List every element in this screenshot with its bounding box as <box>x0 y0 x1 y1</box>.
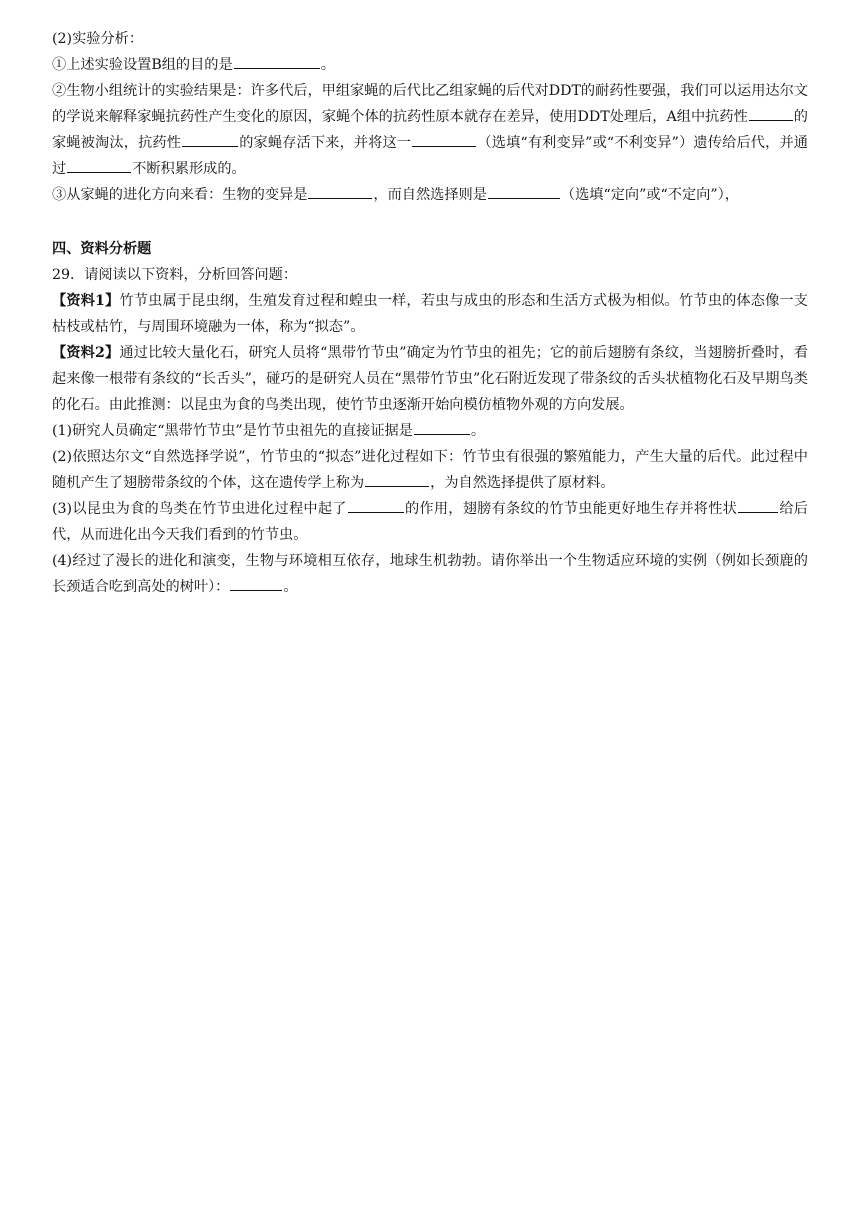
question-text: 的家蝇存活下来，并将这一 <box>239 135 412 151</box>
question-text: 给后代，从而进化出今天我们看到的竹节虫。 <box>52 501 808 543</box>
question-text: ②生物小组统计的实验结果是：许多代后，甲组家蝇的后代比乙组家蝇的后代对DDT的耐药性要强，我们可以运用达尔文的学说来解释家蝇抗药性产生变化的原因，家蝇个体的抗药性原本就存在差异，使用DDT处理后，A组中抗药性 <box>52 83 808 125</box>
question-text: ，而自然选择则是 <box>373 187 487 203</box>
question-text: 的作用，翅膀有条纹的竹节虫能更好地生存并将性状 <box>404 501 738 517</box>
material-2 <box>52 340 808 418</box>
question-2-1 <box>52 52 808 78</box>
answer-blank[interactable] <box>488 183 560 199</box>
question-text: （选填“定向”或“不定向”）， <box>560 187 739 203</box>
question-29-4 <box>52 548 808 600</box>
question-29-3 <box>52 496 808 548</box>
material-text: 通过比较大量化石，研究人员将“黑带竹节虫”确定为竹节虫的祖先；它的前后翅膀有条纹，当翅膀折叠时，看起来像一根带有条纹的“长舌头”，碰巧的是研究人员在“黑带竹节虫”化石附近发现了带条纹的舌头状植物化石及早期鸟类的化石。由此推测：以昆虫为食的鸟类出现，使竹节虫逐渐开始向模仿植物外观的方向发展。 <box>52 345 809 413</box>
answer-blank[interactable] <box>738 497 778 513</box>
answer-blank[interactable] <box>230 575 282 591</box>
question-text: ①上述实验设置B组的目的是 <box>52 57 233 73</box>
question-text: 。 <box>320 57 335 73</box>
answer-blank[interactable] <box>308 183 372 199</box>
answer-blank[interactable] <box>234 53 320 69</box>
question-text: (4)经过了漫长的进化和演变，生物与环境相互依存，地球生机勃勃。请你举出一个生物适应环境的实例（例如长颈鹿的长颈适合吃到高处的树叶）： <box>52 553 808 595</box>
material-tag: 【资料2】 <box>52 345 120 361</box>
question-text: 的家蝇被淘汰，抗药性 <box>52 109 808 151</box>
question-29-intro: 29．请阅读以下资料，分析回答问题： <box>52 267 298 283</box>
answer-blank[interactable] <box>412 131 476 147</box>
material-text: 竹节虫属于昆虫纲，生殖发育过程和蝗虫一样，若虫与成虫的形态和生活方式极为相似。竹节虫的体态像一支枯枝或枯竹，与周围环境融为一体，称为“拟态”。 <box>52 293 808 335</box>
answer-blank[interactable] <box>348 497 404 513</box>
answer-blank[interactable] <box>414 419 470 435</box>
answer-blank[interactable] <box>365 471 429 487</box>
section-heading: 四、资料分析题 <box>52 241 152 257</box>
question-2-3 <box>52 182 808 208</box>
answer-blank[interactable] <box>67 157 131 173</box>
answer-blank[interactable] <box>182 131 238 147</box>
question-text: ③从家蝇的进化方向来看：生物的变异是 <box>52 187 308 203</box>
answer-blank[interactable] <box>749 105 793 121</box>
material-1 <box>52 288 808 340</box>
question-text: 。 <box>283 579 298 595</box>
question-29-2 <box>52 444 808 496</box>
section-spacer <box>52 208 808 236</box>
question-text: 不断积累形成的。 <box>132 161 246 177</box>
document-page <box>52 26 808 600</box>
question-text: (3)以昆虫为食的鸟类在竹节虫进化过程中起了 <box>52 501 347 517</box>
part2-title: (2)实验分析： <box>52 31 144 47</box>
question-text: (1)研究人员确定“黑带竹节虫”是竹节虫祖先的直接证据是 <box>52 423 413 439</box>
material-tag: 【资料1】 <box>52 293 120 309</box>
question-text: (2)依照达尔文“自然选择学说”，竹节虫的“拟态”进化过程如下：竹节虫有很强的繁殖能力，产生大量的后代。此过程中随机产生了翅膀带条纹的个体，这在遗传学上称为 <box>52 449 808 491</box>
question-2-2 <box>52 78 808 182</box>
question-text: ，为自然选择提供了原材料。 <box>430 475 615 491</box>
question-text: 。 <box>470 423 486 439</box>
question-29-1 <box>52 418 808 444</box>
question-text: （选填“有利变异”或“不利变异”）遗传给后代，并通过 <box>52 135 808 177</box>
